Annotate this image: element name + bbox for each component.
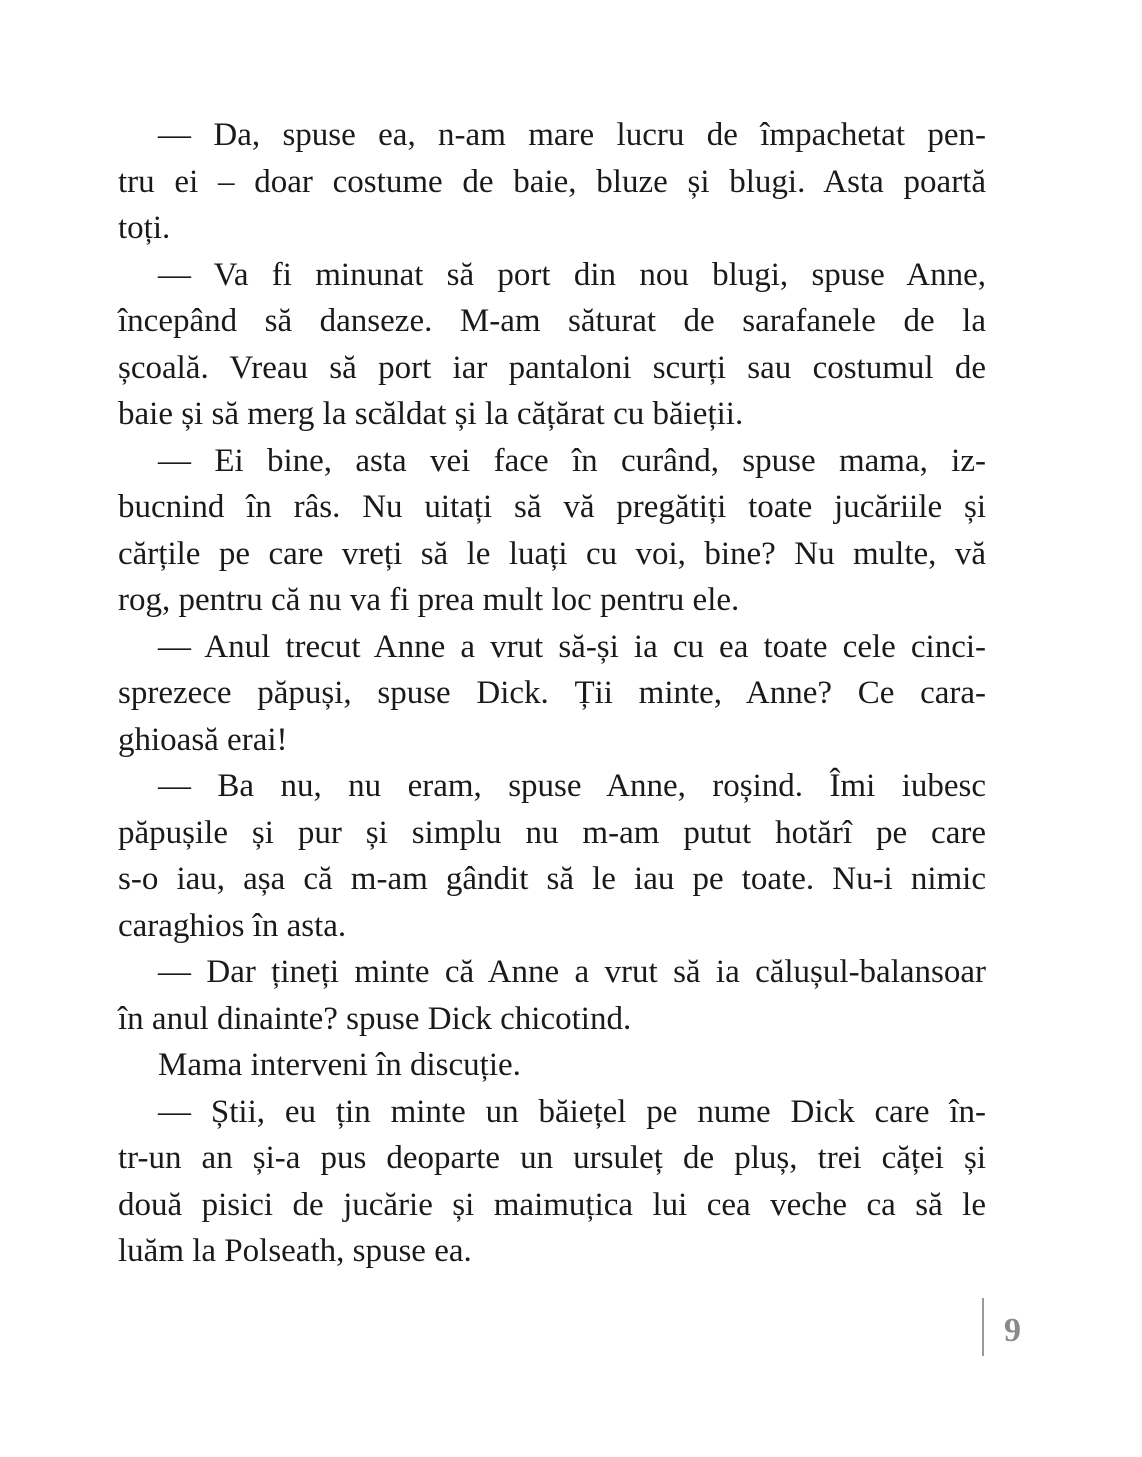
page-number: 9	[1004, 1312, 1021, 1349]
text-line: două pisici de jucărie și maimuțica lui cea veche ca să le	[118, 1186, 986, 1223]
text-line: păpușile și pur și simplu nu m-am putut hotărî pe care	[118, 814, 986, 851]
text-line: — Ei bine, asta vei face în curând, spuse mama, iz-	[158, 442, 986, 479]
text-line: luăm la Polseath, spuse ea.	[118, 1233, 472, 1269]
paragraph	[118, 1042, 986, 1089]
text-line: începând să danseze. M-am săturat de sarafanele de la	[118, 303, 986, 339]
text-line: sprezece păpuși, spuse Dick. Ții minte, Anne? Ce cara-	[118, 675, 986, 711]
text-line: ghioasă erai!	[118, 721, 288, 758]
text-line: — Dar țineți minte că Anne a vrut să ia călușul-balansoar	[158, 954, 986, 990]
page-number-divider	[982, 1298, 984, 1356]
body-text	[118, 112, 986, 1275]
text-line: — Va fi minunat să port din nou blugi, spuse Anne,	[158, 256, 986, 293]
paragraph	[118, 949, 986, 1042]
paragraph	[118, 763, 986, 949]
text-line: tru ei – doar costume de baie, bluze și blugi. Asta poartă	[118, 163, 986, 200]
text-line: baie și să merg la scăldat și la cățărat cu băieții.	[118, 396, 744, 432]
text-line: bucnind în râs. Nu uitați să vă pregătiți toate jucăriile și	[118, 489, 986, 525]
text-line: cărțile pe care vreți să le luați cu voi, bine? Nu multe, vă	[118, 535, 986, 572]
text-line: în anul dinainte? spuse Dick chicotind.	[118, 1000, 632, 1037]
text-line: caraghios în asta.	[118, 907, 347, 944]
paragraph	[118, 112, 986, 252]
paragraph	[118, 624, 986, 764]
text-line: rog, pentru că nu va fi prea mult loc pentru ele.	[118, 582, 740, 618]
text-line: — Da, spuse ea, n-am mare lucru de împachetat pen-	[158, 117, 986, 153]
paragraph	[118, 1089, 986, 1275]
text-line: — Știi, eu țin minte un băiețel pe nume Dick care în-	[158, 1093, 986, 1130]
text-line: toți.	[118, 210, 171, 246]
text-line: — Anul trecut Anne a vrut să-și ia cu ea toate cele cinci-	[158, 628, 986, 665]
text-line: — Ba nu, nu eram, spuse Anne, roșind. Îmi iubesc	[158, 768, 986, 804]
paragraph	[118, 252, 986, 438]
text-line: s-o iau, așa că m-am gândit să le iau pe toate. Nu-i nimic	[118, 861, 986, 897]
text-line: tr-un an și-a pus deoparte un ursuleț de pluș, trei căței și	[118, 1140, 986, 1176]
text-line: Mama interveni în discuție.	[158, 1047, 521, 1083]
text-line: școală. Vreau să port iar pantaloni scurți sau costumul de	[118, 349, 986, 386]
paragraph	[118, 438, 986, 624]
